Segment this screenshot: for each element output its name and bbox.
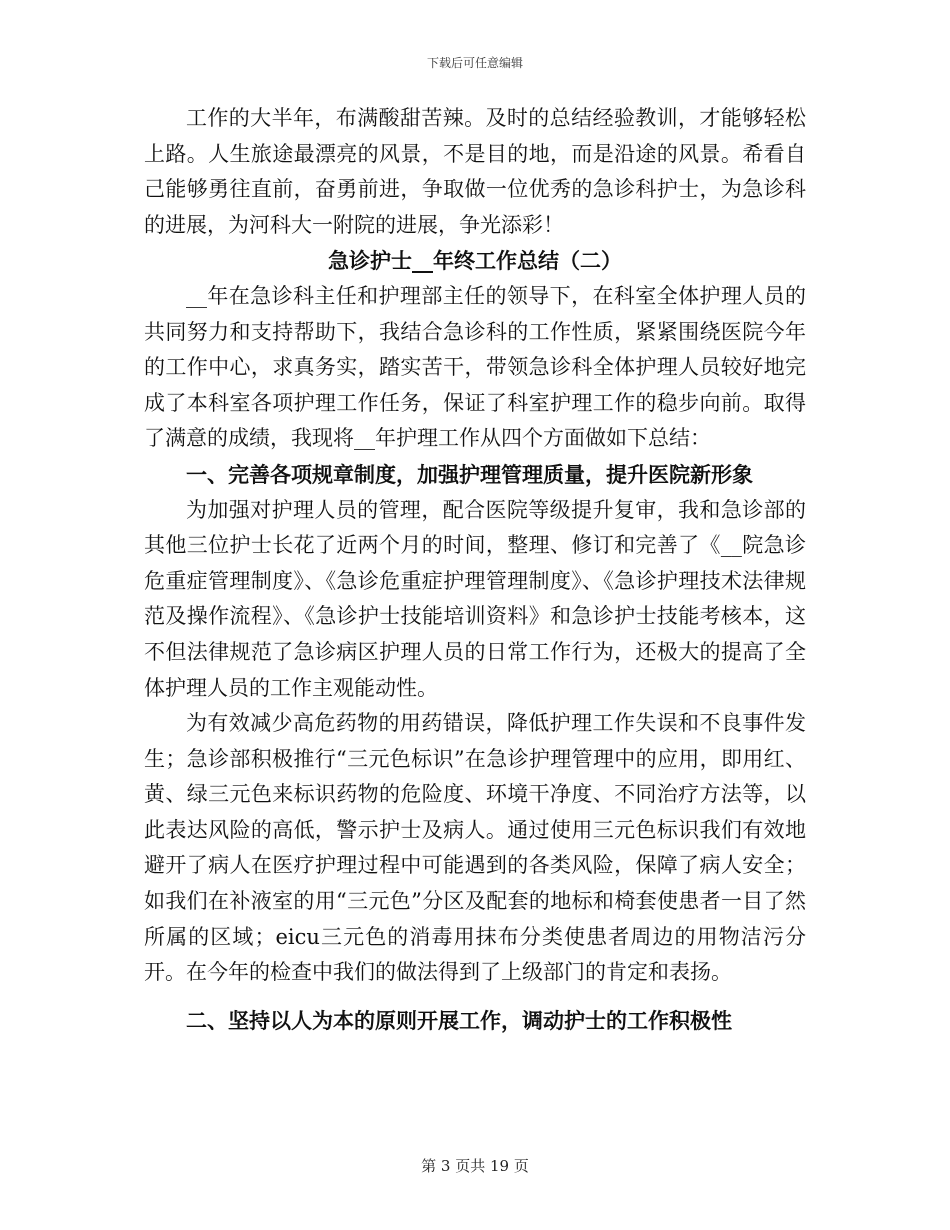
paragraph-summary: __年在急诊科主任和护理部主任的领导下，在科室全体护理人员的共同努力和支持帮助下，我结合急诊科的工作性质，紧紧围绕医院今年的工作中心，求真务实，踏实苦干，带领急诊科全体护理人员较好地完成了本科室各项护理工作任务，保证了科室护理工作的稳步向前。取得了满意的成绩，我现将__年护理工作从四个方面做如下总结：: [144, 283, 806, 451]
document-body: [144, 101, 806, 1038]
page-header: 下载后可任意编辑: [426, 56, 523, 70]
section-heading-2: 二、坚持以人为本的原则开展工作，调动护士的工作积极性: [186, 1007, 732, 1033]
section-heading-1: 一、完善各项规章制度，加强护理管理质量，提升医院新形象: [186, 461, 753, 487]
page-footer: 第 3 页共 19 页: [421, 1157, 529, 1175]
paragraph-color-marking: 为有效减少高危药物的用药错误，降低护理工作失误和不良事件发生；急诊部积极推行“三元色标识”在急诊护理管理中的应用，即用红、黄、绿三元色来标识药物的危险度、环境干净度、不同治疗方法等，以此表达风险的高低，警示护士及病人。通过使用三元色标识我们有效地避开了病人在医疗护理过程中可能遇到的各类风险，保障了病人安全；如我们在补液室的用“三元色”分区及配套的地标和椅套使患者一目了然所属的区域；eicu三元色的消毒用抹布分类使患者周边的用物洁污分开。在今年的检查中我们的做法得到了上级部门的肯定和表扬。: [144, 711, 806, 985]
paragraph-intro: 工作的大半年，布满酸甜苦辣。及时的总结经验教训，才能够轻松上路。人生旅途最漂亮的风景，不是目的地，而是沿途的风景。希看自己能够勇往直前，奋勇前进，争取做一位优秀的急诊科护士，为急诊科的进展，为河科大一附院的进展，争光添彩！: [144, 106, 806, 237]
paragraph-management: 为加强对护理人员的管理，配合医院等级提升复审，我和急诊部的其他三位护士长花了近两个月的时间，整理、修订和完善了《__院急诊危重症管理制度》、《急诊危重症护理管理制度》、《急诊护理技术法律规范及操作流程》、《急诊护士技能培训资料》和急诊护士技能考核本，这不但法律规范了急诊病区护理人员的日常工作行为，还极大的提高了全体护理人员的工作主观能动性。: [144, 497, 806, 700]
spacer: [144, 991, 806, 1003]
document-title: 急诊护士__年终工作总结（二）: [328, 248, 622, 274]
